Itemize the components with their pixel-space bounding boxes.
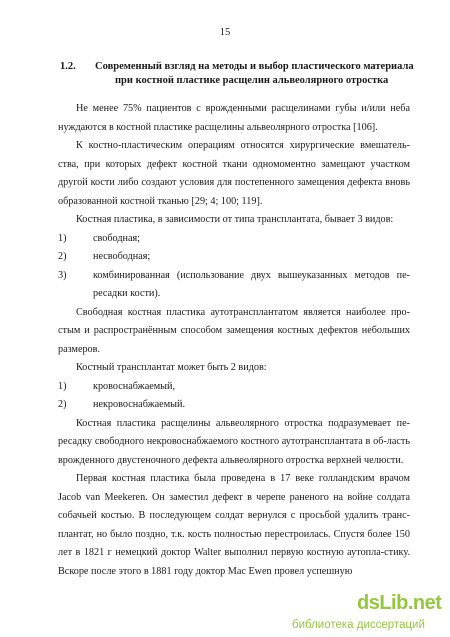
list-item-number: 1) bbox=[58, 380, 67, 392]
paragraph: Свободная костная пластика аутотрансплантатом является наиболее про-стым и распространённым способом замещения костных дефектов небольших размеров. bbox=[58, 306, 410, 355]
list-item-number: 3) bbox=[58, 269, 67, 281]
page-number: 15 bbox=[219, 27, 231, 38]
list-item bbox=[58, 230, 410, 249]
list-item bbox=[58, 396, 410, 415]
paragraph: Не менее 75% пациентов с врожденными расщелинами губы и/или неба нуждаются в костной пластике расщелины альвеолярного отростка [106]. bbox=[58, 103, 410, 133]
paragraph: Костная пластика, в зависимости от типа трансплантата, бывает 3 видов: bbox=[76, 214, 394, 225]
section-title-line-2: при костной пластике расщелин альвеолярного отростка bbox=[115, 75, 389, 86]
list-item-text: кровоснабжаемый, bbox=[93, 380, 176, 392]
list-item-number: 2) bbox=[58, 399, 67, 410]
list-item-text: некровоснабжаемый. bbox=[93, 399, 185, 410]
list-item bbox=[58, 267, 410, 304]
list-item-text: свободная; bbox=[93, 232, 141, 244]
list-item bbox=[58, 248, 410, 267]
document-body bbox=[58, 100, 410, 581]
paragraph: Первая костная пластика была проведена в 17 веке голландским врачом Jacob van Meekeren. Он заместил дефект в черепе раненого на войне солдата собачьей костью. В последующем солдат вернулся с просьбой удалить транс-плантат, но было поздно, т.к. кость полностью перестроилась. Спустя более 150 лет в 1821 г немецкий доктор Walter выполнил первую костную аутопла-стику. Вскоре после этого в 1881 году доктор Mac Ewen провел успешную bbox=[58, 473, 410, 577]
watermark-logo: dsLib.net bbox=[357, 592, 442, 614]
section-number: 1.2. bbox=[60, 61, 76, 72]
list-item-number: 1) bbox=[58, 232, 67, 244]
graft-types-list bbox=[58, 230, 410, 304]
list-item-text: комбинированная (использование двух вышеуказанных методов пе-ресадки кости). bbox=[93, 269, 410, 299]
watermark-subtitle: библиотека диссертаций bbox=[292, 619, 425, 631]
paragraph: Костный трансплантат может быть 2 видов: bbox=[76, 362, 267, 373]
transplant-types-list bbox=[58, 378, 410, 415]
list-item-text: несвободная; bbox=[93, 251, 151, 262]
section-title-line-1: Современный взгляд на методы и выбор пластического материала bbox=[95, 61, 414, 72]
paragraph: К костно-пластическим операциям относятся хирургические вмешатель-ства, при которых дефект костной ткани одномоментно замещают участком другой кости либо создают условия для постепенного замещения дефекта вновь образованной костной тканью [29; 4; 100; 119]. bbox=[58, 140, 410, 207]
list-item-number: 2) bbox=[58, 251, 67, 262]
list-item bbox=[58, 378, 410, 397]
paragraph: Костная пластика расщелины альвеолярного отростка подразумевает пе-ресадку свободного некровоснабжаемого костного аутотрансплантата в об-ласть врожденного двустеночного дефекта альвеолярного отростка верхней челюсти. bbox=[58, 417, 410, 466]
